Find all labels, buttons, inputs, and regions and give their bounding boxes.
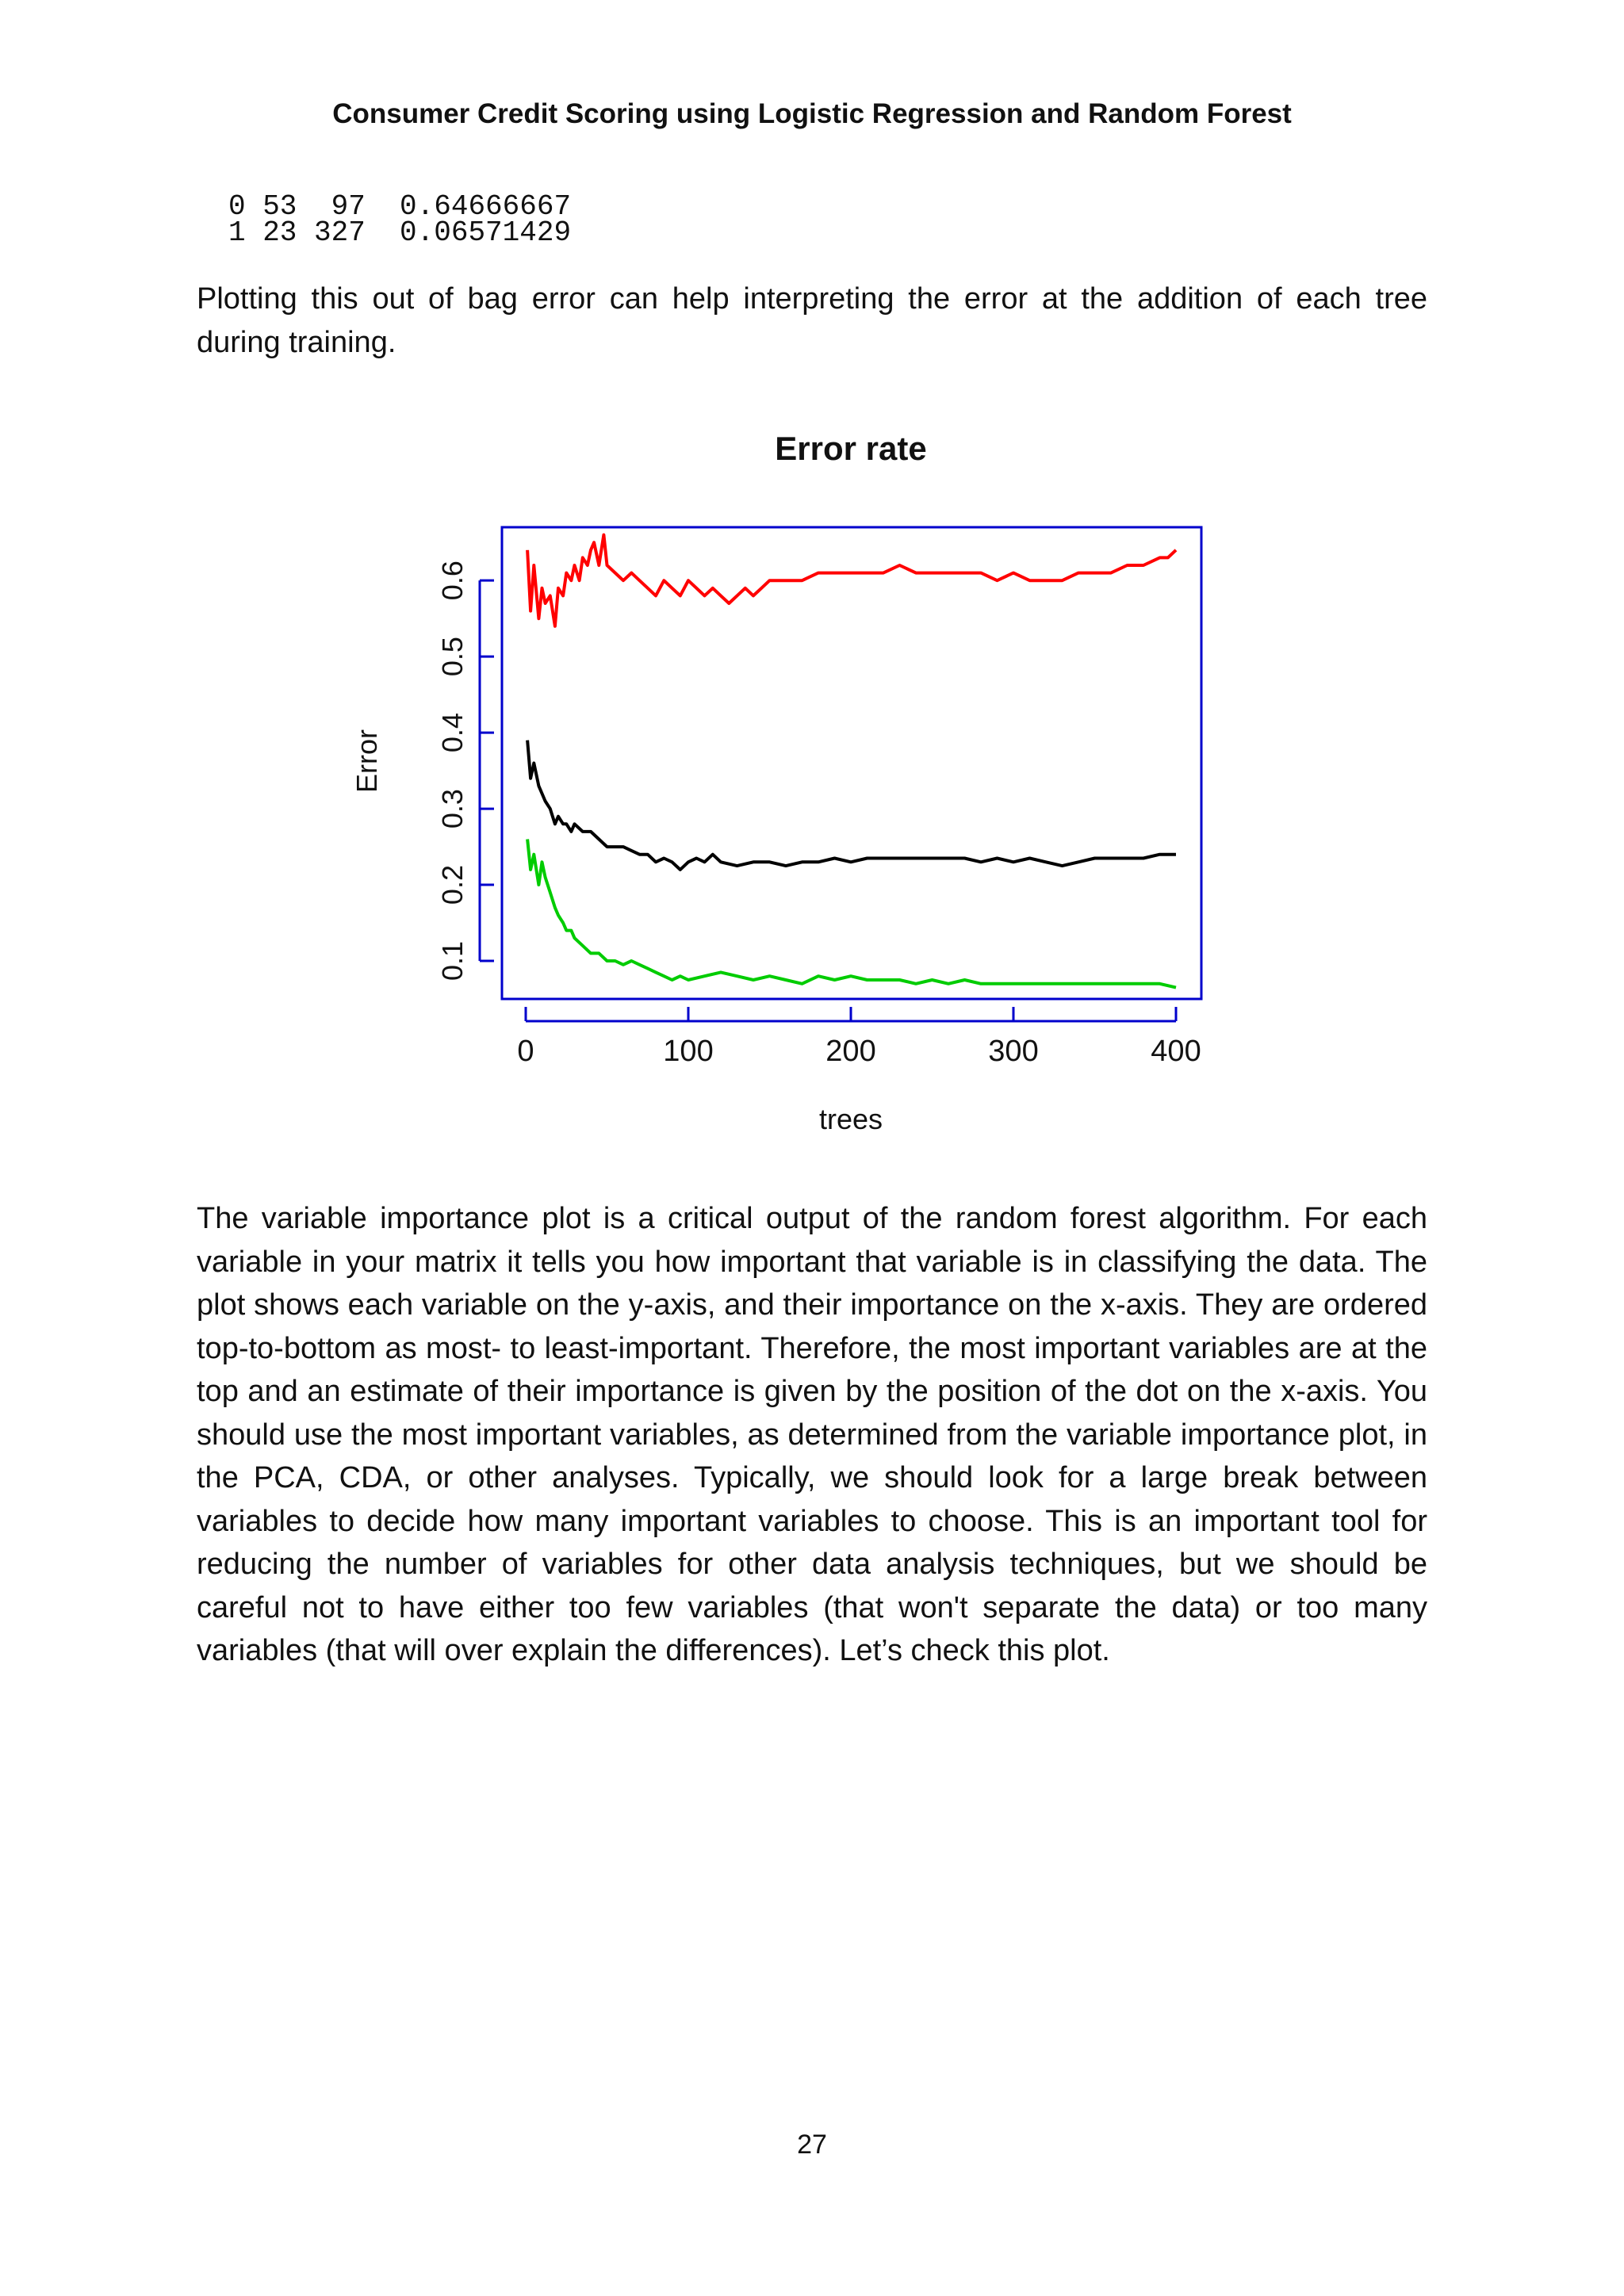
code-line: 0 53 97 0.64666667 [228, 190, 572, 223]
y-tick-label: 0.3 [436, 789, 469, 829]
code-output [228, 190, 572, 249]
y-tick-label: 0.1 [436, 940, 469, 982]
x-tick-label: 100 [663, 1035, 714, 1068]
error-rate-chart [317, 420, 1285, 1150]
series-line-1 [527, 535, 1176, 626]
y-axis-label: Error [350, 729, 383, 793]
x-tick-label: 300 [988, 1035, 1039, 1068]
x-tick-label: 0 [517, 1035, 534, 1068]
y-tick-label: 0.4 [436, 713, 469, 753]
paragraph-variable-importance: The variable importance plot is a critical output of the random forest algorithm. For each variable in your matrix it tells you how important that variable is in classifying the data. The plot shows each variable on the y-axis, and their importance on the x-axis. They are ordered top-to-bottom as most- to least-important. Therefore, the most important variables are at the top and an estimate of their importance is given by the position of the dot on the x-axis. You should use the most important variables, as determined from the variable importance plot, in the PCA, CDA, or other analyses. Typically, we should look for a large break between variables to decide how many important variables to choose. This is an important tool for reducing the number of variables for other data analysis techniques, but we should be careful not to have either too few variables (that won't separate the data) or too many variables (that will over explain the differences). Let’s check this plot. [197, 1202, 1427, 1667]
y-tick-label: 0.6 [436, 561, 469, 601]
series-line-2 [527, 740, 1176, 870]
y-tick-label: 0.5 [436, 637, 469, 677]
x-axis-label: trees [818, 1103, 883, 1135]
chart-title: Error rate [775, 430, 927, 467]
x-tick-label: 200 [825, 1035, 876, 1068]
page-number: 27 [797, 2130, 827, 2160]
paragraph-intro: Plotting this out of bag error can help interpreting the error at the addition of each tree during training. [197, 282, 1427, 359]
running-header: Consumer Credit Scoring using Logistic Regression and Random Forest [332, 98, 1292, 129]
x-tick-label: 400 [1151, 1035, 1201, 1068]
y-tick-label: 0.2 [436, 865, 469, 905]
plot-area [436, 527, 1201, 1068]
plot-frame [502, 527, 1201, 999]
code-line: 1 23 327 0.06571429 [228, 216, 572, 249]
